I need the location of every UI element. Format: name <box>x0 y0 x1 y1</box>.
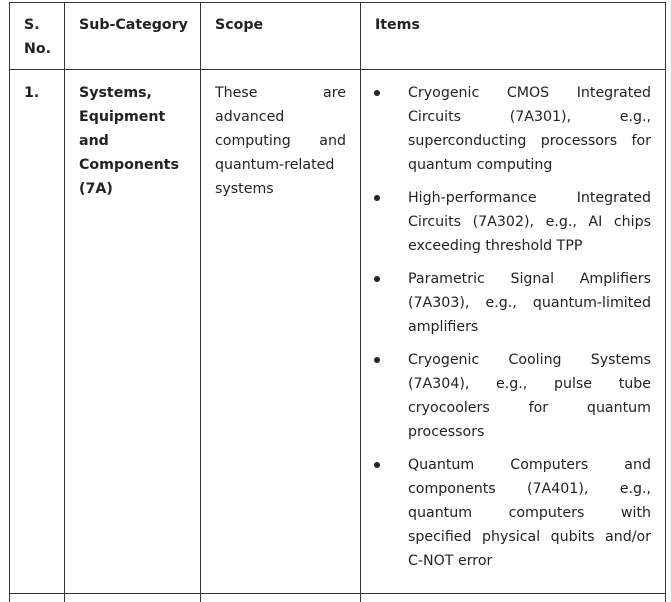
list-item <box>365 453 651 573</box>
list-item <box>365 81 651 177</box>
header-subcategory: Sub-Category <box>79 17 188 33</box>
column-divider <box>64 3 65 602</box>
export-control-table <box>9 2 666 602</box>
row-divider <box>10 593 665 594</box>
row-scope: These are advanced computing and quantum-related systems <box>215 85 346 197</box>
row-sno: 1. <box>24 85 40 101</box>
row-subcategory: Systems, Equipment and Components (7A) <box>79 85 179 197</box>
item-text: Cryogenic CMOS Integrated Circuits (7A301), e.g., superconducting processors for quantum computing <box>408 85 651 173</box>
bullet-icon <box>374 90 380 96</box>
item-text: Parametric Signal Amplifiers (7A303), e.g., quantum-limited amplifiers <box>408 271 651 335</box>
bullet-icon <box>374 357 380 363</box>
list-item <box>365 348 651 444</box>
header-scope: Scope <box>215 17 264 33</box>
header-items: Items <box>375 17 420 33</box>
column-divider <box>360 3 361 602</box>
list-item <box>365 267 651 339</box>
item-text: High-performance Integrated Circuits (7A302), e.g., AI chips exceeding threshold TPP <box>408 190 651 254</box>
bullet-icon <box>374 462 380 468</box>
column-divider <box>200 3 201 602</box>
bullet-icon <box>374 195 380 201</box>
bullet-icon <box>374 276 380 282</box>
item-text: Cryogenic Cooling Systems (7A304), e.g., pulse tube cryocoolers for quantum processors <box>408 352 651 440</box>
header-sno: S. No. <box>24 17 52 57</box>
list-item <box>365 186 651 258</box>
header-divider <box>10 69 665 70</box>
item-text: Quantum Computers and components (7A401), e.g., quantum computers with specified physical qubits and/or C-NOT error <box>408 457 651 569</box>
items-list <box>365 81 651 582</box>
